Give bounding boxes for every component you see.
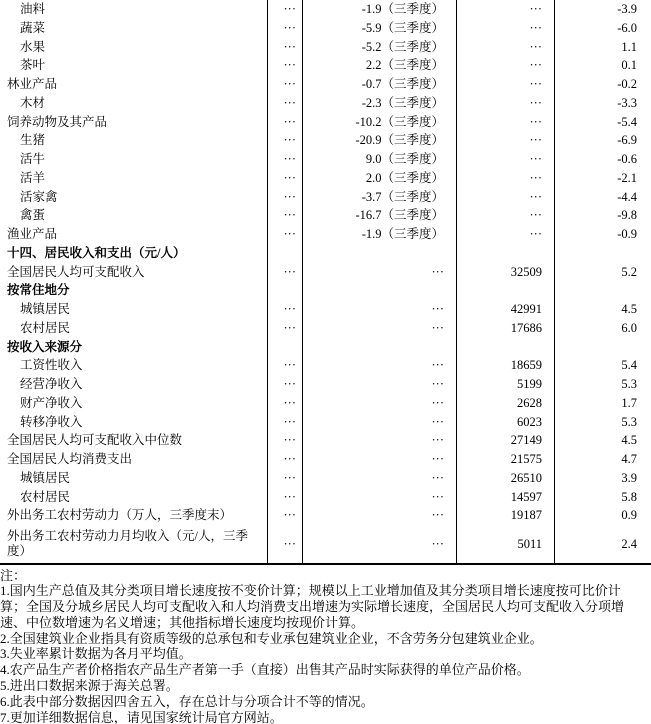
value-cell-c3: 21575 (457, 450, 555, 469)
value-cell-c3: ··· (457, 19, 555, 38)
value-cell-c2: 2.2（三季度） (303, 56, 457, 75)
value-cell-c3: ··· (457, 38, 555, 57)
value-cell-c4: 3.9 (621, 470, 637, 485)
value-cell-c3: 42991 (457, 300, 555, 319)
value-cell-c4: 1.7 (621, 395, 637, 410)
value-cell-c1: ··· (268, 113, 303, 132)
value-cell-c1: ··· (268, 506, 303, 525)
indicator-cell: 全国居民人均可支配收入 (0, 263, 268, 282)
table-row (0, 319, 651, 338)
value-cell-c3: ··· (457, 206, 555, 225)
value-cell-c3: 5011 (457, 525, 555, 563)
value-cell-c4: 2.4 (621, 536, 637, 551)
value-cell-c1 (268, 244, 303, 263)
indicator-cell: 木材 (0, 94, 268, 113)
value-cell-c2: -2.3（三季度） (303, 94, 457, 113)
value-cell-c1: ··· (268, 94, 303, 113)
value-cell-c1: ··· (268, 75, 303, 94)
table-row (0, 38, 651, 57)
table-row (0, 375, 651, 394)
value-cell-c4: -2.1 (617, 170, 637, 185)
value-cell-c1 (268, 281, 303, 300)
value-cell-c2: ··· (303, 431, 457, 450)
indicator-cell: 活羊 (0, 169, 268, 188)
value-cell-c4: -3.9 (617, 2, 637, 17)
value-cell-c4 (555, 338, 651, 357)
table-row (0, 169, 651, 188)
value-cell-c3: ··· (457, 75, 555, 94)
table-row (0, 244, 651, 263)
indicator-cell: 按收入来源分 (0, 338, 268, 357)
value-cell-c1: ··· (268, 469, 303, 488)
value-cell-c1: ··· (268, 225, 303, 244)
value-cell-c4: -5.4 (617, 114, 637, 129)
value-cell-c1 (268, 338, 303, 357)
value-cell-c4: 5.4 (621, 358, 637, 373)
value-cell-c2: -3.7（三季度） (303, 188, 457, 207)
value-cell-c4: 1.1 (621, 39, 637, 54)
indicator-cell: 工资性收入 (0, 356, 268, 375)
value-cell-c4: 4.5 (621, 302, 637, 317)
value-cell-c1: ··· (268, 169, 303, 188)
indicator-cell: 农村居民 (0, 488, 268, 507)
indicator-cell: 茶叶 (0, 56, 268, 75)
value-cell-c3: 26510 (457, 469, 555, 488)
value-cell-c1: ··· (268, 319, 303, 338)
note-item: 7.更加详细数据信息，请见国家统计局官方网站。 (0, 709, 283, 724)
value-cell-c3: 27149 (457, 431, 555, 450)
table-row (0, 150, 651, 169)
indicator-cell: 生猪 (0, 131, 268, 150)
indicator-cell: 水果 (0, 38, 268, 57)
value-cell-c3: ··· (457, 113, 555, 132)
value-cell-c1: ··· (268, 431, 303, 450)
value-cell-c3 (457, 244, 555, 263)
value-cell-c1: ··· (268, 356, 303, 375)
table-row (0, 469, 651, 488)
indicator-cell: 十四、居民收入和支出（元/人） (0, 244, 268, 263)
indicator-cell: 全国居民人均可支配收入中位数 (0, 431, 268, 450)
table-row (0, 338, 651, 357)
value-cell-c3: ··· (457, 225, 555, 244)
table-row (0, 263, 651, 282)
value-cell-c2: -10.2（三季度） (303, 113, 457, 132)
value-cell-c2 (303, 244, 457, 263)
indicator-cell: 城镇居民 (0, 300, 268, 319)
value-cell-c2: ··· (303, 394, 457, 413)
table-row (0, 0, 651, 19)
indicator-cell: 外出务工农村劳动力（万人，三季度末） (0, 506, 268, 525)
value-cell-c3: 19187 (457, 506, 555, 525)
table-row (0, 188, 651, 207)
value-cell-c2: -5.2（三季度） (303, 38, 457, 57)
value-cell-c2: 9.0（三季度） (303, 150, 457, 169)
value-cell-c4: 5.3 (621, 414, 637, 429)
value-cell-c2: ··· (303, 300, 457, 319)
value-cell-c3: ··· (457, 131, 555, 150)
table-row (0, 56, 651, 75)
value-cell-c2: -1.9（三季度） (303, 225, 457, 244)
indicator-cell: 活家禽 (0, 188, 268, 207)
indicator-cell: 渔业产品 (0, 225, 268, 244)
indicator-cell: 经营净收入 (0, 375, 268, 394)
value-cell-c1: ··· (268, 56, 303, 75)
note-item: 1.国内生产总值及其分类项目增长速度按不变价计算；规模以上工业增加值及其分类项目增长速度按可比价计算；全国及分城乡居民人均可支配收入和人均消费支出增速为实际增长速度，全国居民人均可支配收入分项增速、中位数增速为名义增速；其他指标增长速度均按现价计算。 (0, 583, 625, 630)
value-cell-c1: ··· (268, 450, 303, 469)
value-cell-c4 (555, 281, 651, 300)
value-cell-c2: ··· (303, 356, 457, 375)
value-cell-c2: ··· (303, 263, 457, 282)
value-cell-c1: ··· (268, 300, 303, 319)
table-row (0, 75, 651, 94)
value-cell-c2: ··· (303, 506, 457, 525)
value-cell-c1: ··· (268, 375, 303, 394)
indicator-cell: 外出务工农村劳动力月均收入（元/人，三季度） (0, 525, 268, 563)
note-item: 5.进出口数据来源于海关总署。 (0, 678, 179, 694)
value-cell-c1: ··· (268, 525, 303, 563)
indicator-cell: 蔬菜 (0, 19, 268, 38)
value-cell-c1: ··· (268, 19, 303, 38)
note-item: 2.全国建筑业企业指具有资质等级的总承包和专业承包建筑业企业，不含劳务分包建筑业企业。 (0, 630, 543, 646)
value-cell-c2: ··· (303, 319, 457, 338)
value-cell-c2: 2.0（三季度） (303, 169, 457, 188)
value-cell-c1: ··· (268, 413, 303, 432)
value-cell-c4: 0.1 (621, 58, 637, 73)
table-row (0, 356, 651, 375)
value-cell-c3 (457, 281, 555, 300)
table-row (0, 113, 651, 132)
value-cell-c2: ··· (303, 450, 457, 469)
value-cell-c4: -9.8 (617, 208, 637, 223)
value-cell-c3: 14597 (457, 488, 555, 507)
note-item: 4.农产品生产者价格指农产品生产者第一手（直接）出售其产品时实际获得的单位产品价格。 (0, 662, 530, 678)
value-cell-c2: ··· (303, 525, 457, 563)
value-cell-c4: 4.7 (621, 452, 637, 467)
value-cell-c4: -0.6 (617, 152, 637, 167)
value-cell-c1: ··· (268, 38, 303, 57)
value-cell-c2: -1.9（三季度） (303, 0, 457, 19)
value-cell-c4: -6.9 (617, 133, 637, 148)
table-row (0, 131, 651, 150)
value-cell-c2: -16.7（三季度） (303, 206, 457, 225)
notes-label: 注： (0, 567, 27, 583)
table-row (0, 225, 651, 244)
indicator-cell: 油料 (0, 0, 268, 19)
table-row (0, 394, 651, 413)
indicator-cell: 转移净收入 (0, 413, 268, 432)
value-cell-c4: -4.4 (617, 189, 637, 204)
table-row (0, 525, 651, 563)
indicator-cell: 饲养动物及其产品 (0, 113, 268, 132)
value-cell-c4: -3.3 (617, 95, 637, 110)
value-cell-c3: ··· (457, 188, 555, 207)
table-row (0, 450, 651, 469)
value-cell-c3: 32509 (457, 263, 555, 282)
value-cell-c1: ··· (268, 263, 303, 282)
table-row (0, 488, 651, 507)
value-cell-c3: 18659 (457, 356, 555, 375)
value-cell-c3: ··· (457, 0, 555, 19)
indicator-cell: 财产净收入 (0, 394, 268, 413)
table-row (0, 94, 651, 113)
indicator-cell: 全国居民人均消费支出 (0, 450, 268, 469)
table-row (0, 413, 651, 432)
value-cell-c3: ··· (457, 169, 555, 188)
value-cell-c3 (457, 338, 555, 357)
value-cell-c1: ··· (268, 206, 303, 225)
indicator-cell: 禽蛋 (0, 206, 268, 225)
table-row (0, 506, 651, 525)
value-cell-c4: -0.2 (617, 77, 637, 92)
note-item: 3.失业率累计数据为各月平均值。 (0, 646, 192, 662)
indicator-cell: 按常住地分 (0, 281, 268, 300)
indicator-cell: 活牛 (0, 150, 268, 169)
table-row (0, 19, 651, 38)
value-cell-c1: ··· (268, 150, 303, 169)
value-cell-c4: 5.2 (621, 264, 637, 279)
value-cell-c2 (303, 281, 457, 300)
value-cell-c4: 6.0 (621, 320, 637, 335)
value-cell-c4: -6.0 (617, 20, 637, 35)
value-cell-c2: ··· (303, 469, 457, 488)
note-item: 6.此表中部分数据因四舍五入，存在总计与分项合计不等的情况。 (0, 693, 374, 709)
value-cell-c4: 4.5 (621, 433, 637, 448)
indicator-cell: 城镇居民 (0, 469, 268, 488)
value-cell-c3: ··· (457, 150, 555, 169)
value-cell-c4: -0.9 (617, 227, 637, 242)
value-cell-c1: ··· (268, 188, 303, 207)
value-cell-c4: 5.8 (621, 489, 637, 504)
indicator-cell: 林业产品 (0, 75, 268, 94)
value-cell-c4: 5.3 (621, 377, 637, 392)
indicator-cell: 农村居民 (0, 319, 268, 338)
table-row (0, 431, 651, 450)
value-cell-c4 (555, 244, 651, 263)
value-cell-c2: -0.7（三季度） (303, 75, 457, 94)
value-cell-c3: ··· (457, 56, 555, 75)
table-row (0, 206, 651, 225)
value-cell-c1: ··· (268, 0, 303, 19)
value-cell-c2: ··· (303, 413, 457, 432)
value-cell-c2: -20.9（三季度） (303, 131, 457, 150)
value-cell-c1: ··· (268, 131, 303, 150)
value-cell-c3: 5199 (457, 375, 555, 394)
table-row (0, 281, 651, 300)
value-cell-c1: ··· (268, 394, 303, 413)
value-cell-c4: 0.9 (621, 508, 637, 523)
value-cell-c1: ··· (268, 488, 303, 507)
table-row (0, 300, 651, 319)
value-cell-c3: 6023 (457, 413, 555, 432)
value-cell-c3: 2628 (457, 394, 555, 413)
value-cell-c2: ··· (303, 375, 457, 394)
value-cell-c2: ··· (303, 488, 457, 507)
value-cell-c3: 17686 (457, 319, 555, 338)
value-cell-c2: -5.9（三季度） (303, 19, 457, 38)
value-cell-c3: ··· (457, 94, 555, 113)
notes-section (0, 568, 630, 724)
value-cell-c2 (303, 338, 457, 357)
